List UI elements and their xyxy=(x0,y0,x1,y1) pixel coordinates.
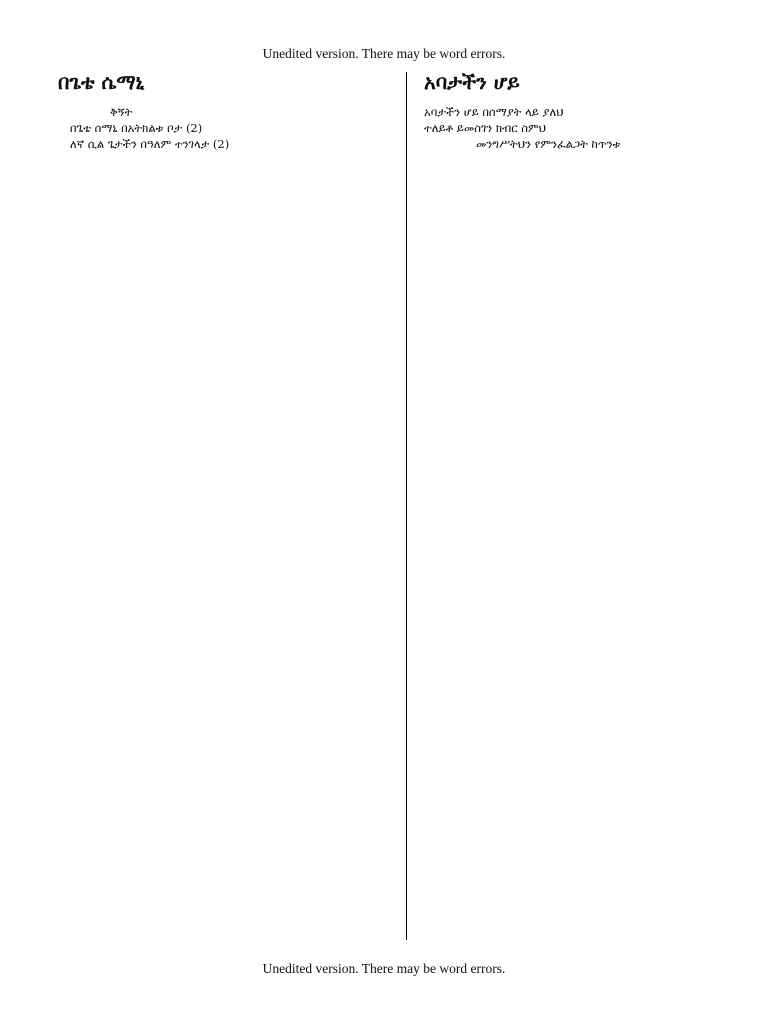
section-heading-right: አባታችን ሆይ xyxy=(424,70,520,94)
section-heading-left: በጌቴ ሴማኒ xyxy=(58,70,145,94)
edit-notice-top: Unedited version. There may be word errors. xyxy=(262,46,506,61)
left-column xyxy=(58,70,393,152)
lyric-line: አባታችን ሆይ በሰማያት ላይ ያለህ xyxy=(424,105,564,119)
right-column xyxy=(424,70,754,152)
lyric-line: መንግሥትህን የምንፈልጋት ከጥንቱ xyxy=(476,137,621,151)
column-divider xyxy=(406,72,407,940)
lyric-line: ተለይቶ ይመስገን ክብር ስምህ xyxy=(424,121,547,135)
lyric-line: ቅኝት xyxy=(110,105,133,119)
edit-notice-bottom: Unedited version. There may be word errors. xyxy=(262,961,506,976)
lyric-line: በጌቴ ሰማኒ በአትክልቱ ቦታ (2) xyxy=(70,121,203,135)
lyric-line: ለኛ ሲል ጌታችን በዓለም ተንገላታ (2) xyxy=(70,137,230,151)
